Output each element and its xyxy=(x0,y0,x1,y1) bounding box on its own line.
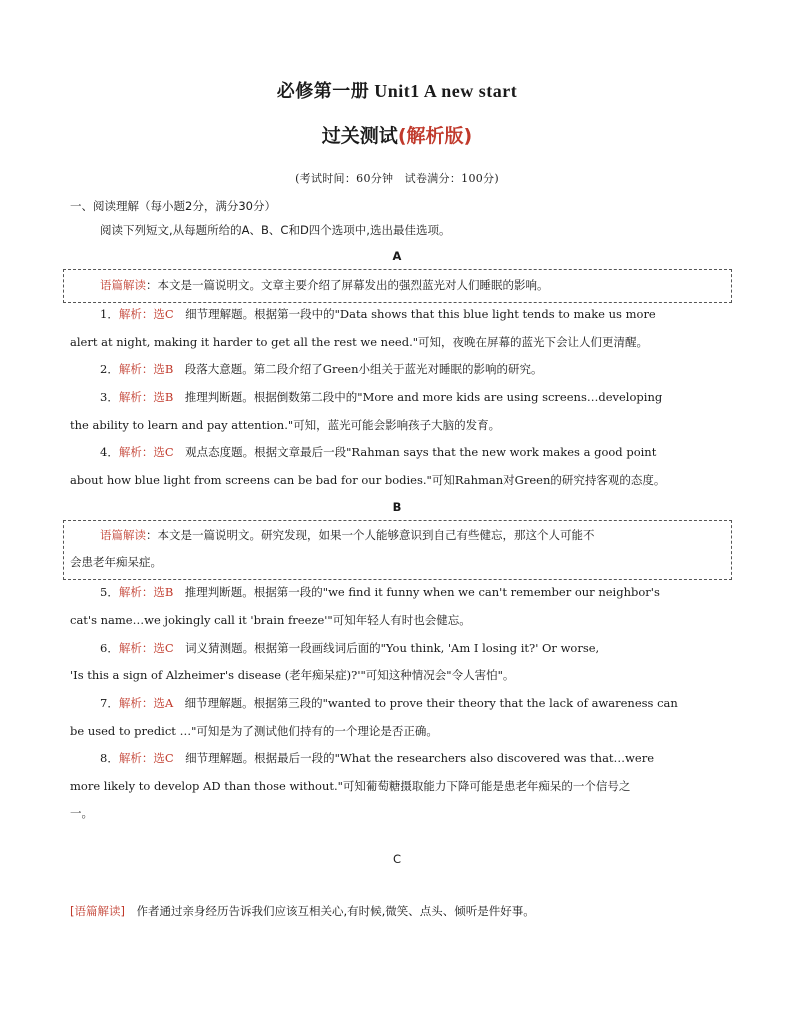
answer-label: 解析 xyxy=(118,362,142,376)
question-number: 5． xyxy=(100,585,119,599)
question-number: 2． xyxy=(100,362,119,376)
answer-text: 观点态度题。根据文章最后一段"Rahman says that the new work makes a good point xyxy=(173,445,657,459)
answer-6 xyxy=(70,640,760,656)
answer-text: 段落大意题。第二段介绍了Green小组关于蓝光对睡眠的影响的研究。 xyxy=(173,362,543,376)
answer-text: 推理判断题。根据倒数第二段中的"More and more kids are using screens…developing xyxy=(173,390,663,404)
document-subtitle xyxy=(0,121,794,148)
answer-label: 解析 xyxy=(118,641,142,655)
answer-2 xyxy=(70,361,760,377)
answer-label: 解析 xyxy=(118,585,142,599)
answer-8 xyxy=(70,750,760,766)
question-number: 3． xyxy=(100,390,119,404)
section-instruction: 阅读下列短文,从每题所给的A、B、C和D四个选项中,选出最佳选项。 xyxy=(100,223,451,237)
passage-b-summary xyxy=(70,527,760,543)
summary-text: 作者通过亲身经历告诉我们应该互相关心,有时候,微笑、点头、倾听是件好事。 xyxy=(124,904,535,918)
answer-4-cont: about how blue light from screens can be bad for our bodies."可知Rahman对Green的研究持客观的态度。 xyxy=(70,473,666,487)
answer-choice: ：选C xyxy=(141,445,174,459)
summary-text: ：本文是一篇说明文。研究发现，如果一个人能够意识到自己有些健忘，那这个人可能不 xyxy=(146,528,595,542)
answer-text: 词义猜测题。根据第一段画线词后面的"You think, 'Am I losing it?' Or worse, xyxy=(173,641,600,655)
document-title: 必修第一册 Unit1 A new start xyxy=(276,81,518,101)
answer-1-cont: alert at night, making it harder to get all the rest we need."可知，夜晚在屏幕的蓝光下会让人们更清醒。 xyxy=(70,335,649,349)
answer-text: 细节理解题。根据最后一段的"What the researchers also discovered was that…were xyxy=(173,751,655,765)
question-number: 4． xyxy=(100,445,119,459)
passage-c-summary xyxy=(70,903,730,919)
answer-label: 解析 xyxy=(118,696,142,710)
answer-1 xyxy=(70,306,760,322)
answer-text: 细节理解题。根据第一段中的"Data shows that this blue light tends to make us more xyxy=(173,307,656,321)
answer-5-cont: cat's name…we jokingly call it 'brain freeze'"可知年轻人有时也会健忘。 xyxy=(70,613,471,627)
answer-choice: ：选C xyxy=(141,641,174,655)
summary-text: ：本文是一篇说明文。文章主要介绍了屏幕发出的强烈蓝光对人们睡眠的影响。 xyxy=(146,278,549,292)
answer-8-cont2: 一。 xyxy=(70,806,93,820)
exam-info: (考试时间：60分钟 试卷满分：100分) xyxy=(295,172,499,185)
passage-a-letter: A xyxy=(392,249,402,263)
answer-3 xyxy=(70,389,760,405)
answer-label: 解析 xyxy=(118,390,142,404)
answer-choice: ：选C xyxy=(141,307,174,321)
passage-c-letter: C xyxy=(392,852,402,866)
answer-4 xyxy=(70,444,760,460)
passage-b-summary-cont: 会患老年痴呆症。 xyxy=(70,555,162,569)
answer-8-cont: more likely to develop AD than those without."可知葡萄糖摄取能力下降可能是患老年痴呆的一个信号之 xyxy=(70,779,631,793)
answer-text: 细节理解题。根据第三段的"wanted to prove their theory that the lack of awareness can xyxy=(173,696,678,710)
question-number: 1． xyxy=(100,307,119,321)
summary-label: 语篇解读 xyxy=(100,278,146,292)
passage-b-letter: B xyxy=(392,500,402,514)
answer-choice: ：选B xyxy=(141,585,174,599)
answer-choice: ：选B xyxy=(141,390,174,404)
answer-label: 解析 xyxy=(118,445,142,459)
summary-label: [语篇解读] xyxy=(70,904,125,918)
question-number: 8． xyxy=(100,751,119,765)
subtitle-paren: (解析版) xyxy=(397,125,473,147)
answer-label: 解析 xyxy=(118,307,142,321)
answer-choice: ：选C xyxy=(141,751,174,765)
answer-5 xyxy=(70,584,760,600)
answer-choice: ：选A xyxy=(141,696,174,710)
answer-choice: ：选B xyxy=(141,362,174,376)
section-heading: 一、阅读理解（每小题2分，满分30分） xyxy=(70,199,276,213)
passage-a-summary xyxy=(70,277,760,293)
subtitle-main: 过关测试 xyxy=(321,125,398,147)
answer-6-cont: 'Is this a sign of Alzheimer's disease (老年痴呆症)?'"可知这种情况会"令人害怕"。 xyxy=(70,668,515,682)
question-number: 6． xyxy=(100,641,119,655)
answer-7-cont: be used to predict …"可知是为了测试他们持有的一个理论是否正确。 xyxy=(70,724,438,738)
answer-text: 推理判断题。根据第一段的"we find it funny when we can't remember our neighbor's xyxy=(173,585,660,599)
answer-3-cont: the ability to learn and pay attention."可知，蓝光可能会影响孩子大脑的发育。 xyxy=(70,418,501,432)
answer-7 xyxy=(70,695,760,711)
question-number: 7． xyxy=(100,696,119,710)
summary-label: 语篇解读 xyxy=(100,528,146,542)
answer-label: 解析 xyxy=(118,751,142,765)
